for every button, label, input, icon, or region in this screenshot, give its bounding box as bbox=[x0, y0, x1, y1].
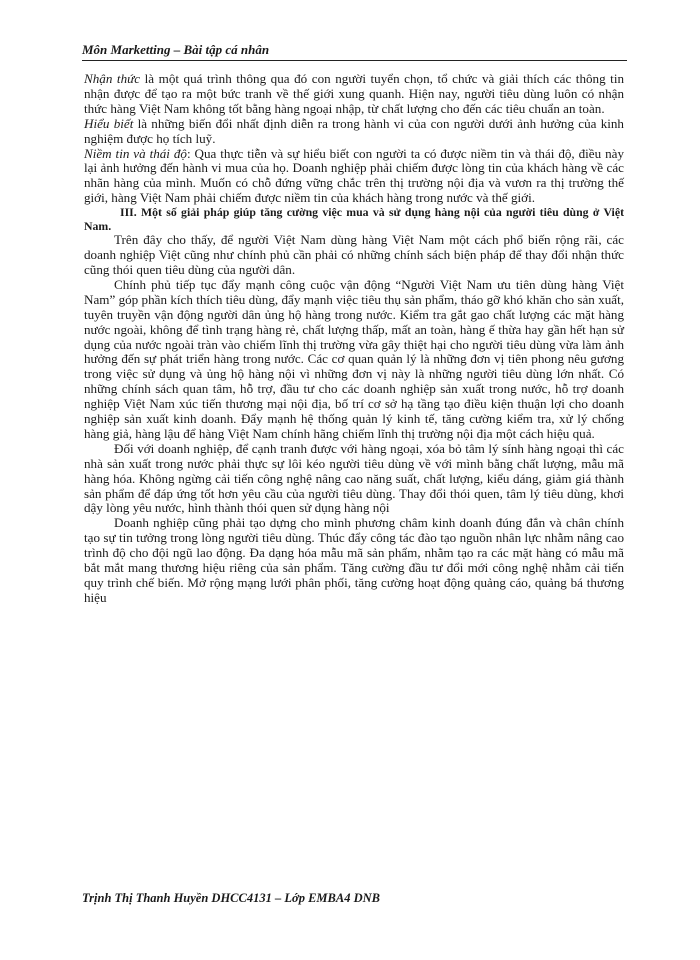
section-heading: III. Một số giải pháp giúp tăng cường việc mua và sử dụng hàng nội của người tiêu dùng ở Việt Nam. bbox=[84, 205, 624, 233]
paragraph-enterprises: Đối với doanh nghiệp, để cạnh tranh được với hàng ngoại, xóa bỏ tâm lý sính hàng ngoại thì các nhà sản xuất trong nước phải thực sự lôi kéo người tiêu dùng về với mình bằng chất lượng, mẫu mã hàng hóa. Không ngừng cải tiến công nghệ nâng cao năng suất, chất lượng, kiểu dáng, giảm giá thành sản phẩm để đáp ứng tốt hơn yêu cầu của người tiêu dùng. Thay đổi thói quen, tâm lý tiêu dùng, khơi dậy lòng yêu nước, hình thành thói quen sử dụng hàng nội bbox=[84, 440, 624, 516]
term-beliefs: Niềm tin và thái độ bbox=[84, 145, 187, 161]
paragraph-perception bbox=[84, 72, 624, 117]
page-header-title: Môn Marketting – Bài tập cá nhân bbox=[82, 42, 270, 57]
term-understanding: Hiểu biết bbox=[84, 115, 134, 131]
paragraph-government: Chính phủ tiếp tục đẩy mạnh công cuộc vận động “Người Việt Nam ưu tiên dùng hàng Việt Nam” góp phần kích thích tiêu dùng, đẩy mạnh việc tiêu thụ sản phẩm, tháo gỡ khó khăn cho sản xuất, tuyên truyền vận động người dân ủng hộ hàng trong nước. Kiểm tra gắt gao chất lượng các mặt hàng nước ngoài, không để tình trạng hàng rẻ, chất lượng thấp, mất an toàn, hàng ế thừa hay gần hết hạn sử dụng của nước ngoài tràn vào chiếm lĩnh thị trường vừa gây thiệt hại cho người tiêu dùng vừa làm ảnh hưởng đến sự phát triển hàng trong nước. Các cơ quan quản lý là những đơn vị tiên phong nêu gương trong việc sử dụng và ủng hộ hàng nội vì những đơn vị này là những người tiêu dùng lớn nhất. Có những chính sách quan tâm, hỗ trợ, đầu tư cho các doanh nghiệp sản xuất trong nước, hỗ trợ doanh nghiệp Việt Nam xúc tiến thương mại nội địa, bố trí cơ sở hạ tầng tạo điều kiện thuận lợi cho doanh nghiệp sản xuất kinh doanh. Đẩy mạnh hệ thống quản lý kinh tế, tăng cường kiểm tra, xử lý chống hàng giả, hàng lậu để hàng Việt Nam chính hãng chiếm lĩnh thị trường nội địa một cách hiệu quả. bbox=[84, 276, 624, 441]
term-perception: Nhận thức bbox=[84, 71, 141, 86]
document-body bbox=[84, 72, 624, 606]
paragraph-understanding bbox=[84, 117, 624, 147]
paragraph-business-strategy: Doanh nghiệp cũng phải tạo dựng cho mình phương châm kinh doanh đúng đắn và chân chính tạo sự tin tưởng trong lòng người tiêu dùng. Thúc đẩy công tác đào tạo nguồn nhân lực nhằm nâng cao trình độ cho đội ngũ lao động. Đa dạng hóa mẫu mã sản phẩm, nhằm tạo ra các mặt hàng có mẫu mã bắt mắt mang thương hiệu riêng của sản phẩm. Tăng cường đầu tư đổi mới công nghệ nhằm cải tiến quy trình chế biến. Mở rộng mạng lưới phân phối, tăng cường hoạt động quảng cáo, quảng bá thương hiệu bbox=[84, 515, 624, 605]
text-perception: là một quá trình thông qua đó con người tuyển chọn, tổ chức và giải thích các thông tin nhận được để tạo ra một bức tranh về thế giới xung quanh. Hiện nay, người tiêu dùng luôn có nhận thức hàng Việt Nam không tốt bằng hàng ngoại nhập, từ chất lượng cho đến các tiêu chuẩn an toàn. bbox=[84, 71, 625, 116]
header-divider bbox=[82, 60, 627, 61]
text-understanding: là những biến đổi nhất định diễn ra trong hành vi của con người dưới ảnh hưởng của kinh nghiệm được họ tích luỹ. bbox=[84, 115, 624, 146]
page-footer: Trịnh Thị Thanh Huyền DHCC4131 – Lớp EMBA4 DNB bbox=[82, 891, 380, 905]
paragraph-intro: Trên đây cho thấy, để người Việt Nam dùng hàng Việt Nam một cách phổ biến rộng rãi, các doanh nghiệp Việt cũng như chính phủ cần phải có những chính sách biện pháp để thay đổi nhận thức cũng thói quen tiêu dùng của người dân. bbox=[84, 232, 624, 277]
paragraph-beliefs bbox=[84, 147, 624, 207]
text-beliefs: : Qua thực tiễn và sự hiểu biết con người ta có được niềm tin và thái độ, điều này lại ảnh hưởng đến hành vi mua của họ. Doanh nghiệp phải chiếm được lòng tin của khách hàng về các nhãn hàng của mình. Muốn có chỗ đứng vững chắc trên thị trường nội địa và vươn ra thị trường thế giới, hàng Việt Nam phải chiếm được niềm tin của khách hàng trong nước và thế giới. bbox=[84, 145, 624, 206]
